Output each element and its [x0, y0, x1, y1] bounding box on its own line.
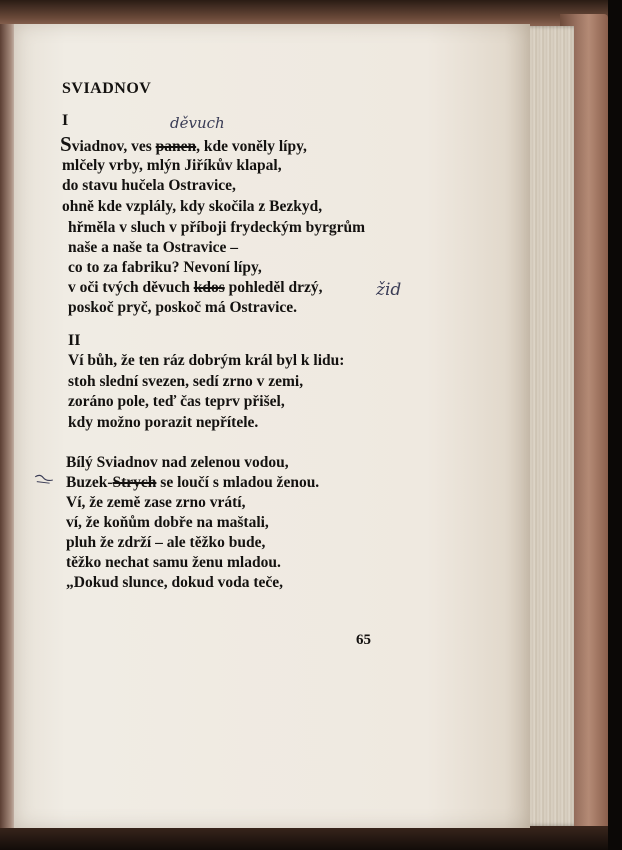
poem-line: mlčely vrby, mlýn Jiříkův klapal,: [62, 157, 282, 174]
poem-title: SVIADNOV: [62, 80, 152, 97]
book-page: [14, 24, 530, 828]
book-cover-bottom-edge: [0, 826, 608, 850]
poem-line: ohně kde vzplály, kdy skočila z Bezkyd,: [62, 198, 323, 215]
book-cover-top-edge: [0, 0, 608, 26]
handwritten-margin-mark: [32, 470, 56, 490]
poem-line: „Dokud slunce, dokud voda teče,: [66, 574, 284, 591]
page-number: 65: [356, 632, 371, 648]
poem-line: stoh slední svezen, sedí zrno v zemi,: [68, 373, 304, 390]
poem-line: těžko nechat samu ženu mladou.: [66, 554, 281, 571]
poem-line: Ví, že země zase zrno vrátí,: [66, 494, 246, 511]
poem-line: Buzek-Strych se loučí s mladou ženou.: [66, 474, 320, 491]
poem-line: Sviadnov, ves panen, kde voněly lípy,: [60, 132, 307, 156]
poem-line: kdy možno porazit nepřítele.: [68, 414, 259, 431]
poem-line: do stavu hučela Ostravice,: [62, 177, 236, 194]
poem-line: pluh že zdrží – ale těžko bude,: [66, 534, 266, 551]
struck-word: kdos: [193, 279, 225, 296]
poem-line: hřměla v sluch v příboji frydeckým byrgrům: [68, 219, 366, 236]
poem-line: ví, že koňům dobře na maštali,: [66, 514, 269, 531]
poem-line: poskoč pryč, poskoč má Ostravice.: [68, 299, 298, 316]
page-stack-edges: [524, 26, 574, 826]
section-numeral-1: I: [62, 112, 69, 129]
section-numeral-2: II: [68, 332, 81, 349]
poem-line: naše a naše ta Ostravice –: [68, 239, 239, 256]
poem-line: v oči tvých děvuch kdos pohleděl drzý,: [68, 279, 323, 296]
poem-line: Ví bůh, že ten ráz dobrým král byl k lidu:: [68, 352, 345, 369]
handwritten-note: žid: [376, 280, 402, 300]
handwritten-note: děvuch: [170, 114, 225, 132]
poem-line: co to za fabriku? Nevoní lípy,: [68, 259, 262, 276]
struck-word: panen: [155, 138, 197, 155]
poem-line: Bílý Sviadnov nad zelenou vodou,: [66, 454, 289, 471]
struck-word: Strych: [112, 474, 157, 491]
poem-line: zoráno pole, teď čas teprv přišel,: [68, 393, 285, 410]
drop-cap: S: [60, 132, 72, 156]
